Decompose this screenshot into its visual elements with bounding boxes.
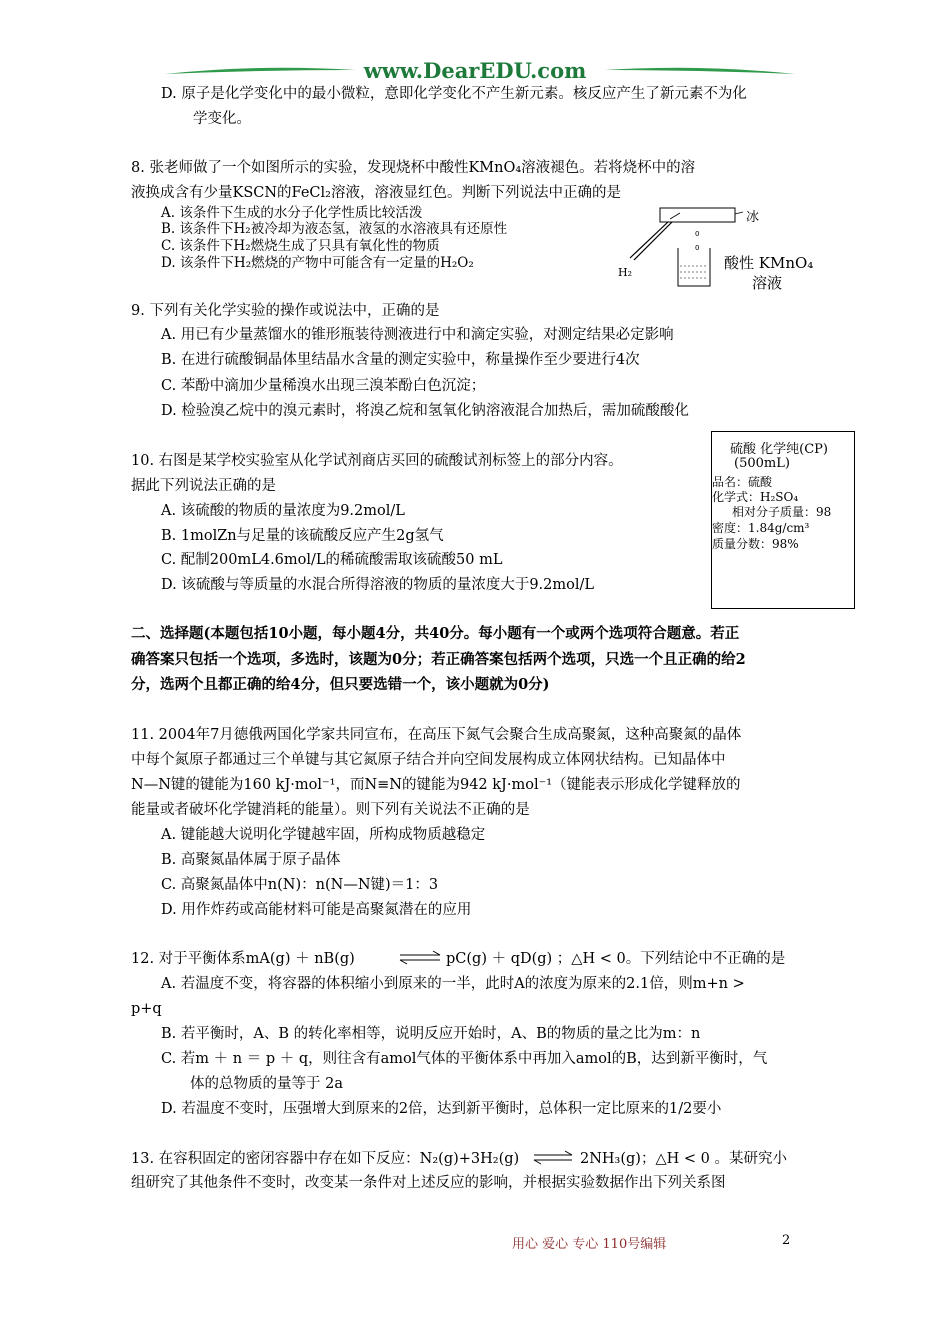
q8-option-d: D. 该条件下H₂燃烧的产物中可能含有一定量的H₂O₂ xyxy=(161,255,474,271)
label-volume: (500mL) xyxy=(734,456,790,471)
q7-option-d: D. 原子是化学变化中的最小微粒，意即化学变化不产生新元素。核反应产生了新元素不为化 xyxy=(161,86,747,102)
q11-stem: 11. 2004年7月德俄两国化学家共同宣布，在高压下氮气会聚合生成高聚氮，这种高聚氮的晶体 xyxy=(131,727,742,743)
q10-stem-cont: 据此下列说法正确的是 xyxy=(131,478,276,494)
label-molar-mass: 相对分子质量：98 xyxy=(732,505,832,519)
section2-heading-cont2: 分，选两个且都正确的给4分，但只要选错一个，该小题就为0分) xyxy=(131,676,550,693)
q8-option-b: B. 该条件下H₂被冷却为液态氢，液氢的水溶液具有还原性 xyxy=(161,221,508,237)
label-mass-fraction: 质量分数：98% xyxy=(712,537,799,551)
q13-stem-cont: 组研究了其他条件不变时，改变某一条件对上述反应的影响，并根据实验数据作出下列关系图 xyxy=(131,1175,726,1191)
site-logo: www.DearEDU.com xyxy=(363,58,587,83)
q8-stem-cont: 液换成含有少量KSCN的FeCl₂溶液，溶液显红色。判断下列说法中正确的是 xyxy=(131,185,621,201)
q11-option-b: B. 高聚氮晶体属于原子晶体 xyxy=(161,852,341,868)
page-number: 2 xyxy=(782,1233,791,1248)
q7-option-d-cont: 学变化。 xyxy=(193,111,251,127)
section2-heading-cont1: 确答案只包括一个选项，多选时，该题为0分；若正确答案包括两个选项，只选一个且正确的给2 xyxy=(131,651,746,668)
label-formula: 化学式：H₂SO₄ xyxy=(712,490,799,504)
q10-option-a: A. 该硫酸的物质的量浓度为9.2mol/L xyxy=(161,503,405,519)
label-title: 硫酸 化学纯(CP) xyxy=(730,442,828,457)
label-density: 密度：1.84g/cm³ xyxy=(712,521,810,535)
section2-heading: 二、选择题(本题包括10小题，每小题4分，共40分。每小题有一个或两个选项符合题意。若正 xyxy=(131,625,740,642)
q12-option-b: B. 若平衡时，A、B 的转化率相等，说明反应开始时，A、B的物质的量之比为m：n xyxy=(161,1026,701,1042)
header-banner xyxy=(160,56,800,86)
q11-option-d: D. 用作炸药或高能材料可能是高聚氮潜在的应用 xyxy=(161,902,472,918)
q9-option-d: D. 检验溴乙烷中的溴元素时，将溴乙烷和氢氧化钠溶液混合加热后，需加硫酸酸化 xyxy=(161,403,689,419)
q12-option-d: D. 若温度不变时，压强增大到原来的2倍，达到新平衡时，总体积一定比原来的1/2要小 xyxy=(161,1101,722,1117)
q9-option-a: A. 用已有少量蒸馏水的锥形瓶装待测液进行中和滴定实验，对测定结果必定影响 xyxy=(161,327,674,343)
equilibrium-arrow-icon xyxy=(532,1150,574,1166)
apparatus-drawing xyxy=(610,200,830,295)
header-swoosh-right xyxy=(600,56,800,86)
header-swoosh-left xyxy=(160,56,360,86)
reagent-label-box xyxy=(711,431,855,609)
q11-stem-cont2: N—N键的键能为160 kJ·mol⁻¹，而N≡N的键能为942 kJ·mol⁻¹（键能表示形成化学键释放的 xyxy=(131,777,741,793)
q11-option-a: A. 键能越大说明化学键越牢固，所构成物质越稳定 xyxy=(161,827,486,843)
q11-stem-cont1: 中每个氮原子都通过三个单键与其它氮原子结合并向空间发展构成立体网状结构。已知晶体中 xyxy=(131,752,726,768)
q13-stem-left: 13. 在容积固定的密闭容器中存在如下反应：N₂(g)+3H₂(g) xyxy=(131,1151,520,1167)
q12-option-c: C. 若m ＋ n ＝ p ＋ q，则往含有amol气体的平衡体系中再加入amol的B，达到新平衡时，气 xyxy=(161,1051,768,1067)
q12-stem-right: pC(g) ＋ qD(g) ；△H < 0。下列结论中不正确的是 xyxy=(446,951,786,967)
svg-text:0: 0 xyxy=(695,244,700,252)
q10-stem: 10. 右图是某学校实验室从化学试剂商店买回的硫酸试剂标签上的部分内容。 xyxy=(131,453,623,469)
q8-option-c: C. 该条件下H₂燃烧生成了只具有氧化性的物质 xyxy=(161,238,440,254)
q8-stem: 8. 张老师做了一个如图所示的实验，发现烧杯中酸性KMnO₄溶液褪色。若将烧杯中的溶 xyxy=(131,160,696,176)
q12-option-a: A. 若温度不变，将容器的体积缩小到原来的一半，此时A的浓度为原来的2.1倍，则m+n > xyxy=(161,976,745,992)
q11-option-c: C. 高聚氮晶体中n(N)：n(N—N键)＝1：3 xyxy=(161,877,439,893)
q10-option-d: D. 该硫酸与等质量的水混合所得溶液的物质的量浓度大于9.2mol/L xyxy=(161,577,595,593)
q9-stem: 9. 下列有关化学实验的操作或说法中，正确的是 xyxy=(131,303,440,319)
label-name: 品名：硫酸 xyxy=(712,475,773,489)
q10-option-c: C. 配制200mL4.6mol/L的稀硫酸需取该硫酸50 mL xyxy=(161,552,503,568)
solution-label: 溶液 xyxy=(752,274,783,292)
q9-option-b: B. 在进行硫酸铜晶体里结晶水含量的测定实验中，称量操作至少要进行4次 xyxy=(161,352,640,368)
q8-apparatus-figure xyxy=(610,200,830,295)
svg-text:0: 0 xyxy=(695,230,700,238)
q8-option-a: A. 该条件下生成的水分子化学性质比较活泼 xyxy=(161,205,423,221)
q12-stem-left: 12. 对于平衡体系mA(g) ＋ nB(g) xyxy=(131,951,355,967)
q11-stem-cont3: 能量或者破坏化学键消耗的能量）。则下列有关说法不正确的是 xyxy=(131,802,530,818)
h2-label: H₂ xyxy=(618,266,633,279)
kmno4-label: 酸性 KMnO₄ xyxy=(724,254,814,272)
q10-option-b: B. 1molZn与足量的该硫酸反应产生2g氢气 xyxy=(161,528,444,544)
q13-stem-right: 2NH₃(g)；△H < 0 。某研究小 xyxy=(580,1151,787,1167)
footer-text: 用心 爱心 专心 110号编辑 xyxy=(512,1237,667,1252)
ice-label: 冰 xyxy=(746,210,760,225)
q12-option-a-cont: p+q xyxy=(131,1001,162,1017)
q9-option-c: C. 苯酚中滴加少量稀溴水出现三溴苯酚白色沉淀； xyxy=(161,378,486,394)
q12-option-c-cont: 体的总物质的量等于 2a xyxy=(190,1076,343,1092)
equilibrium-arrow-icon xyxy=(398,950,442,966)
